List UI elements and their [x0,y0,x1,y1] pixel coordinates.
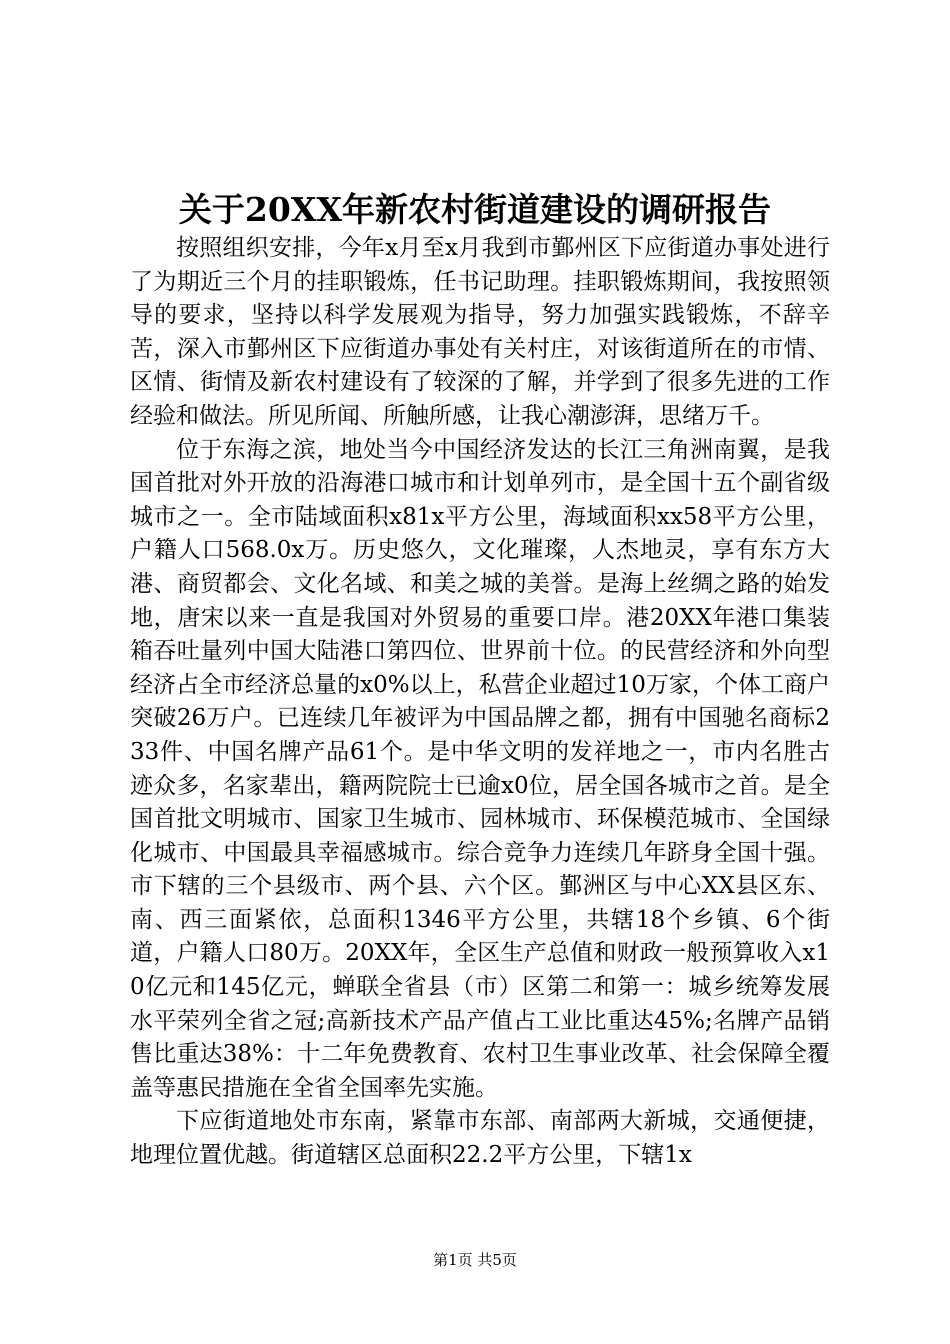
paragraph: 位于东海之滨，地处当今中国经济发达的长江三角洲南翼，是我国首批对外开放的沿海港口城市和计划单列市，是全国十五个副省级城市之一。全市陆域面积x81x平方公里，海域面积xx58平方公里，户籍人口568.0x万。历史悠久，文化璀璨，人杰地灵，享有东方大港、商贸都会、文化名域、和美之城的美誉。是海上丝绸之路的始发地，唐宋以来一直是我国对外贸易的重要口岸。港20XX年港口集装箱吞吐量列中国大陆港口第四位、世界前十位。的民营经济和外向型经济占全市经济总量的x0%以上，私营企业超过10万家，个体工商户突破26万户。已连续几年被评为中国品牌之都，拥有中国驰名商标233件、中国名牌产品61个。是中华文明的发祥地之一，市内名胜古迹众多，名家辈出，籍两院院士已逾x0位，居全国各城市之首。是全国首批文明城市、国家卫生城市、园林城市、环保模范城市、全国绿化城市、中国最具幸福感城市。综合竞争力连续几年跻身全国十强。市下辖的三个县级市、两个县、六个区。鄞洲区与中心XX县区东、南、西三面紧依，总面积1346平方公里，共辖18个乡镇、6个街道，户籍人口80万。20XX年，全区生产总值和财政一般预算收入x10亿元和145亿元，蝉联全省县（市）区第二和第一：城乡统筹发展水平荣列全省之冠;高新技术产品产值占工业比重达45%;名牌产品销售比重达38%：十二年免费教育、农村卫生事业改革、社会保障全覆盖等惠民措施在全省全国率先实施。 [130,436,830,1101]
paragraph: 下应街道地处市东南，紧靠市东部、南部两大新城，交通便捷，地理位置优越。街道辖区总面积22.2平方公里，下辖1x [130,1108,830,1169]
document-body [130,232,830,1173]
page-number-footer: 第1页 共5页 [433,1251,517,1269]
document-title: 关于20XX年新农村街道建设的调研报告 [178,190,772,229]
paragraph: 按照组织安排，今年x月至x月我到市鄞州区下应街道办事处进行了为期近三个月的挂职锻炼，任书记助理。挂职锻炼期间，我按照领导的要求，坚持以科学发展观为指导，努力加强实践锻炼，不辞辛苦，深入市鄞州区下应街道办事处有关村庄，对该街道所在的市情、区情、街情及新农村建设有了较深的了解，并学到了很多先进的工作经验和做法。所见所闻、所触所感，让我心潮澎湃，思绪万千。 [130,235,830,429]
